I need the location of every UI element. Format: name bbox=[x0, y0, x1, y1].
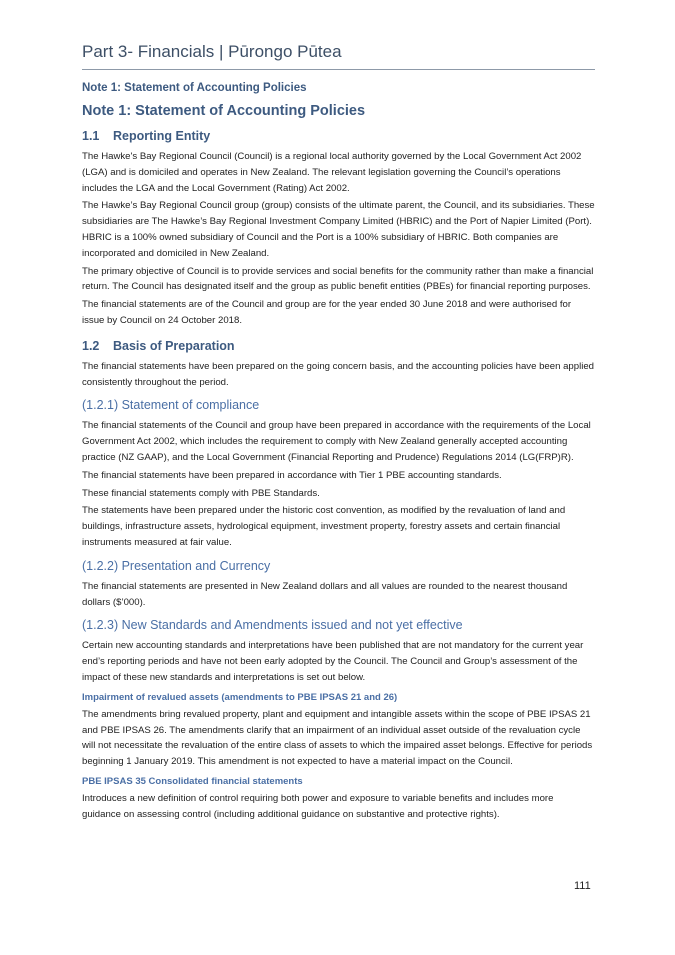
minor-heading-impairment: Impairment of revalued assets (amendments to PBE IPSAS 21 and 26) bbox=[82, 691, 398, 703]
paragraph: The financial statements have been prepared in accordance with Tier 1 PBE accounting standards. bbox=[82, 469, 502, 481]
section-title: Basis of Preparation bbox=[113, 338, 235, 353]
paragraph: These financial statements comply with PBE Standards. bbox=[82, 487, 320, 499]
section-title: Reporting Entity bbox=[113, 129, 211, 143]
page-header-title: Part 3- Financials | Pūrongo Pūtea bbox=[82, 42, 342, 61]
subsection-heading-new-standards: (1.2.3) New Standards and Amendments issued and not yet effective bbox=[82, 618, 463, 633]
page-number: 111 bbox=[574, 880, 591, 892]
paragraph: The financial statements have been prepared on the going concern basis, and the accounting policies have been applied consistently throughout the period. bbox=[82, 360, 595, 388]
header-divider bbox=[82, 69, 595, 70]
paragraph: The financial statements are presented in New Zealand dollars and all values are rounded to the nearest thousand dollars ($’000). bbox=[82, 580, 568, 608]
paragraph: The Hawke’s Bay Regional Council group (group) consists of the ultimate parent, the Council, and its subsidiaries. These subsidiaries are The Hawke’s Bay Regional Investment Company Limited (HBRIC) and the Port of Napier Limited (Port). HBRIC is a 100% owned subsidiary of Council and the Port is a 100% subsidiary of HBRIC. Both companies are incorporated and domiciled in New Zealand. bbox=[82, 200, 595, 259]
note-heading: Note 1: Statement of Accounting Policies bbox=[82, 103, 366, 119]
page-content bbox=[82, 82, 595, 825]
paragraph: The amendments bring revalued property, plant and equipment and intangible assets within the scope of PBE IPSAS 21 and PBE IPSAS 26. The amendments clarify that an impairment of an individual asset outside of the revaluation cycle will not necessitate the revaluation of the entire class of assets to which the impaired asset belongs. Effective for periods beginning 1 January 2019. This amendment is not expected to have a material impact on the Council. bbox=[82, 708, 593, 768]
minor-heading-ipsas-35: PBE IPSAS 35 Consolidated financial statements bbox=[82, 775, 303, 787]
section-number: 1.2 bbox=[82, 338, 100, 353]
paragraph: Certain new accounting standards and interpretations have been published that are not mandatory for the current year end’s reporting periods and have not been early adopted by the Council. The Council and Group’s assessment of the impact of these new standards and interpretations is set out below. bbox=[82, 640, 584, 683]
section-heading-reporting-entity bbox=[82, 129, 595, 143]
note-subheading: Note 1: Statement of Accounting Policies bbox=[82, 82, 307, 94]
paragraph: The Hawke's Bay Regional Council (Council) is a regional local authority governed by the Local Government Act 2002 (LGA) and is domiciled and operates in New Zealand. The relevant legislation governing the Council’s operations includes the LGA and the Local Government (Rating) Act 2002. bbox=[82, 151, 582, 194]
section-number: 1.1 bbox=[82, 129, 100, 143]
subsection-heading-presentation-currency: (1.2.2) Presentation and Currency bbox=[82, 558, 271, 573]
subsection-heading-statement-of-compliance: (1.2.1) Statement of compliance bbox=[82, 398, 260, 413]
paragraph: The primary objective of Council is to provide services and social benefits for the community rather than make a financial return. The Council has designated itself and the group as public benefit entities (PBEs) for financial reporting purposes. bbox=[82, 265, 594, 293]
paragraph: The financial statements are of the Council and group are for the year ended 30 June 2018 and were authorised for issue by Council on 24 October 2018. bbox=[82, 299, 572, 326]
paragraph: The statements have been prepared under the historic cost convention, as modified by the revaluation of land and buildings, infrastructure assets, hydrological equipment, investment property, forestry assets and certain financial instruments measured at fair value. bbox=[82, 505, 566, 548]
section-heading-basis-of-preparation bbox=[82, 339, 595, 353]
paragraph: Introduces a new definition of control requiring both power and exposure to variable benefits and includes more guidance on assessing control (including additional guidance on substantive and protective rights). bbox=[82, 792, 554, 820]
paragraph: The financial statements of the Council and group have been prepared in accordance with the requirements of the Local Government Act 2002, which includes the requirement to comply with New Zealand generally accepted accounting practice (NZ GAAP), and the Local Government (Financial Reporting and Prudence) Regulations 2014 (LG(FRP)R). bbox=[82, 420, 591, 463]
